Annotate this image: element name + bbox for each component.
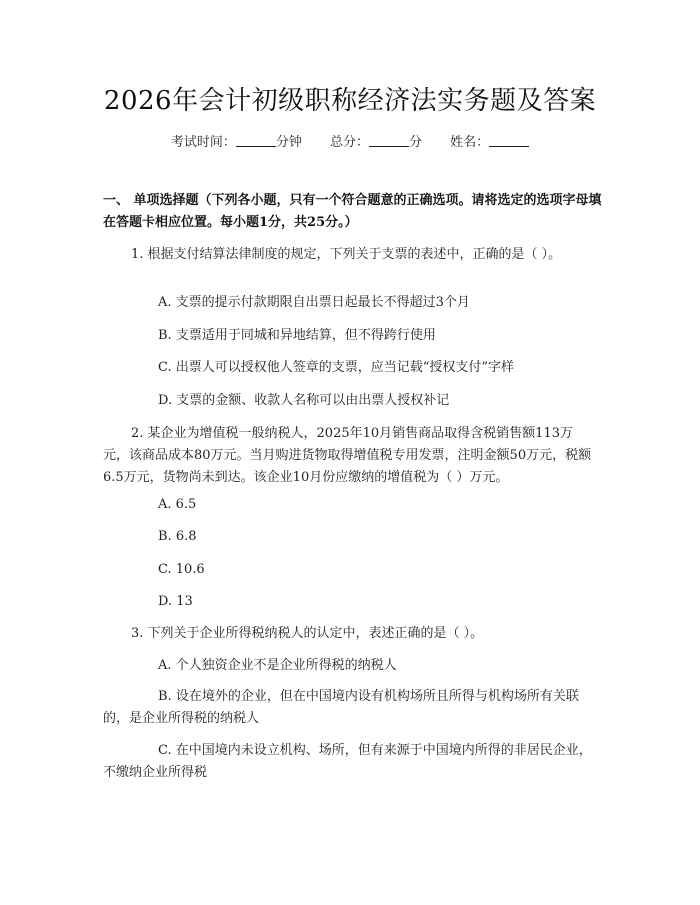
question-1-option-d: D. 支票的金额、收款人名称可以由出票人授权补记 [158,393,450,408]
question-1-option-c: C. 出票人可以授权他人签章的支票，应当记载“授权支付”字样 [158,360,515,375]
name-label: 姓名： [450,135,490,150]
name-blank [489,134,529,147]
exam-time-field [171,135,306,150]
question-2-option-a: A. 6.5 [158,497,197,512]
exam-time-label: 考试时间： [170,135,236,150]
total-score-blank [369,134,409,147]
exam-info-line [0,131,700,150]
exam-time-unit: 分钟 [275,135,302,150]
exam-time-blank [236,134,276,147]
section-heading: 一、 单项选择题（下列各小题，只有一个符合题意的正确选项。请将选定的选项字母填在答题卡相应位置。每小题1分，共25分。） [103,193,602,230]
question-3-option-a: A. 个人独资企业不是企业所得税的纳税人 [158,658,397,673]
question-3-option-b: B. 设在境外的企业，但在中国境内设有机构场所且所得与机构场所有关联的，是企业所得税的纳税人 [103,689,579,726]
question-2-option-c: C. 10.6 [158,562,205,577]
total-score-field [330,135,426,150]
question-3-stem: 3. 下列关于企业所得税纳税人的认定中，表述正确的是（ ）。 [131,626,484,641]
name-field [450,135,529,150]
total-score-unit: 分 [409,135,423,150]
question-2-stem: 2. 某企业为增值税一般纳税人，2025年10月销售商品取得含税销售额113万元，该商品成本80万元。当月购进货物取得增值税专用发票，注明金额50万元，税额6.5万元，货物尚未到达。该企业10月份应缴纳的增值税为（ ）万元。 [103,426,592,485]
total-score-label: 总分： [329,135,369,150]
question-2-option-d: D. 13 [158,594,193,609]
question-1-option-a: A. 支票的提示付款期限自出票日起最长不得超过3个月 [158,295,470,310]
document-title: 2026年会计初级职称经济法实务题及答案 [103,86,597,116]
question-1-option-b: B. 支票适用于同城和异地结算，但不得跨行使用 [158,328,436,343]
question-3-option-c: C. 在中国境内未设立机构、场所，但有来源于中国境内所得的非居民企业，不缴纳企业所得税 [103,743,592,780]
question-2-option-b: B. 6.8 [158,529,197,544]
question-1-stem: 1. 根据支付结算法律制度的规定，下列关于支票的表述中，正确的是（ ）。 [131,247,562,262]
